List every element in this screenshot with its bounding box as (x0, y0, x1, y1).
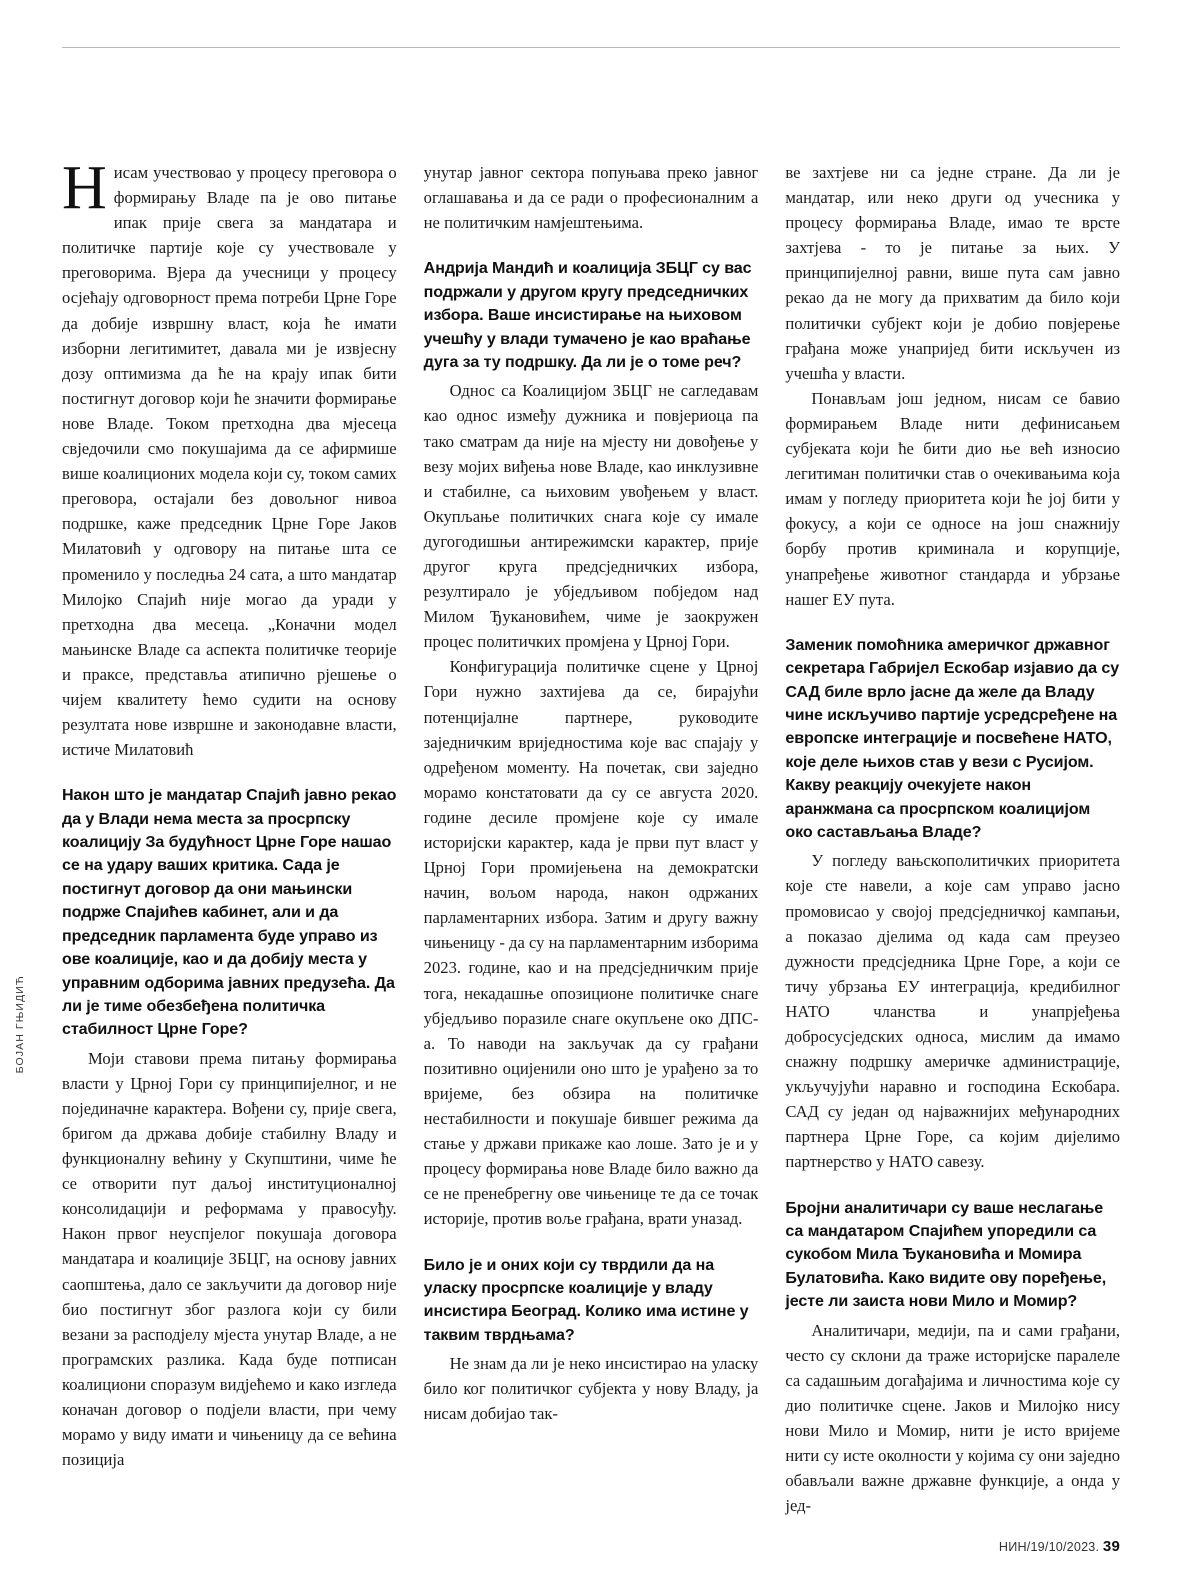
question-3: Било је и оних који су тврдили да на уласку просрпске коалиције у владу инсистира Београд. Колико има истине у таквим тврдњама? (423, 1255, 749, 1344)
question-2: Андрија Мандић и коалиција ЗБЦГ су вас подржали у другом кругу председничких избора. Ваше инсистирање на њиховом учешћу у влади тумачено је као враћање дуга за ту подршку. Да ли је о томе реч? (423, 259, 752, 371)
column-1 (62, 154, 397, 1500)
answer-3-continued: ве захтјеве ни са једне стране. Да ли је мандатар, или неко други од учесника у процесу формирања Владе, имао те врсте захтјева - то је питање за њих. У принципијелној равни, више пута сам јавно рекао да не могу да прихватим да било који политички субјект који је добио повјерење грађана може унапријед бити искључен из учешћа у власти. (785, 163, 1121, 383)
paragraph-continued: унутар јавног сектора попуњава преко јавног оглашавања и да се ради о професионалним а не политичким намјештењима. (423, 163, 759, 233)
question-5: Бројни аналитичари су ваше неслагање са мандатаром Спајићем упоредили са сукобом Мила Ђукановића и Момира Булатовића. Како видите ову поређење, јесте ли заиста нови Мило и Момир? (785, 1198, 1107, 1311)
page-footer (999, 1538, 1120, 1555)
answer-2b: Конфигурација политичке сцене у Црној Гори нужно захтијева да се, бирајући потенцијалне партнере, руководите заједничким вриједностима које вас спајају у одређеном моменту. На почетак, сви заједно морамо констатовати да су се августа 2020. године десиле промјене које су имале историјски карактер, када је први пут власт у Црној Гори промијењена на демократски начин, вољом народа, након одржаних парламентарних избора. Затим и другу важну чињеницу - да су на парламентарним изборима 2023. године, као и на предсједничким прије тога, некадашње опозиционе политичке снаге убједљиво поразиле снаге окупљене око ДПС-а. То наводи на закључак да су грађани позитивно оцијенили оно што је урађено за то вријеме, без обзира на политичке нестабилности и покушаје бившег режима да стање у држави прикаже као лоше. Зато је и у процесу формирања нове Владе било важно да се не пренебрегну ове чињенице те да се точак историје, против воље грађана, врати уназад. (423, 657, 759, 1229)
answer-3b: Понављам још једном, нисам се бавио формирањем Владе нити дефинисањем субјеката који ће бити дио ње већ износио легитиман политички став о очекивањима која имам у погледу приоритета који ће јој бити у фокусу, а који се односе на још снажнију борбу против криминала и корупције, унапређење животног стандарда и убрзање нашег ЕУ пута. (785, 388, 1121, 609)
paragraph-text: исам учествовао у процесу преговора о формирању Владе па је ово питање ипак прије свега за мандатара и политичке партије које су учествовале у преговорима. Вјера да учесници у процесу осјећају одговорност према потреби Црне Горе да добије извршну власт, која ће имати изборни легитимитет, давала ми је извјесну дозу оптимизма да ће на крају ипак бити постигнут договор који ће значити формирање нове Владе. Током претходна два мјесеца свједочили смо покушајима да се афирмише више коалиционих модела који су, током самих преговора, остајали без довољног нивоа подршке, каже председник Црне Горе Јаков Милатовић у одговору на питање шта се променило у последња 24 сата, а што мандатар Милојко Спајић није могао да уради у претходна два месеца. „Коначни модел мањинске Владе са аспекта политичке теорије и праксе, представља атипично рјешење о чијем квалитету ћемо судити на основу резултата нове извршне и законодавне власти, истиче Милатовић (62, 163, 397, 760)
header-rule (62, 47, 1120, 48)
answer-1: Моји ставови према питању формирања власти у Црној Гори су принципијелног, и не појединачне карактера. Вођени су, прије свега, бригом да држава добије стабилну Владу и функционалну већину у Скупштини, чиме ће се отворити пут даљој институционалној консолидацији и реформама у правосуђу. Након првог неуспјелог покушаја договора мандатара и коалиције ЗБЦГ, на основу јавних саопштења, дало се закључити да договор није био постигнут због разлога који су били везани за расподјелу мјеста унутар Владе, а не програмских разлика. Када буде потписан коалициони споразум видјећемо и како изгледа коначан договор о подјели власти, при чему морамо у виду имати и чињеницу да се већина позиција (62, 1048, 397, 1470)
page-number: 39 (1102, 1538, 1120, 1555)
paragraph-lead (62, 154, 397, 762)
answer-3: Не знам да ли је неко инсистирао на уласку било ког политичког субјекта у нову Владу, ја нисам добијао так- (423, 1354, 759, 1424)
answer-2a: Однос са Коалицијом ЗБЦГ не сагледавам као однос између дужника и повјериоца па тако сматрам да није на мјесту ни довођење у везу мојих виђења нове Владе, као инклузивне и стабилне, са њиховим увођењем у власт. Окупљање политичких снага које су имале дугогодишњи антирежимски карактер, прије другог круга предсједничких избора, резултирало је убједљивом побједом над Милом Ђукановићем, чиме је заокружен процес политичких промјена у Црној Гори. (423, 381, 759, 652)
answer-4: У погледу вањскополитичких приоритета које сте навели, а које сам управо јасно промовисао у својој предсједничкој кампањи, а показао дјелима од када сам преузео дужности предсједника Црне Горе, а који се тичу убрзања ЕУ интеграција, кредибилног НАТО чланства и унапрјеђења добросусједских односа, мислим да имамо снажну подршку америчке администрације, укључујући наравно и господина Ескобара. САД су један од најважнијих међународних партнера Црне Горе, са којим дијелимо партнерство у НАТО савезу. (785, 851, 1121, 1172)
footer-source: НИН/19/10/2023. (998, 1540, 1100, 1554)
article-columns (62, 154, 1121, 1516)
drop-cap: Н (62, 154, 107, 222)
column-3 (785, 160, 1121, 1516)
question-1: Након што је мандатар Спајић јавно рекао да у Влади нема места за просрпску коалицију За будућност Црне Горе нашао се на удару ваших критика. Сада је постигнут договор да они мањински подрже Спајићев кабинет, али и да председник парламента буде управо из ове коалиције, као и да добију места у управним одборима јавних предузећа. Да ли је тиме обезбеђена политичка стабилност Црне Горе? (62, 786, 397, 1039)
answer-5: Аналитичари, медији, па и сами грађани, често су склони да траже историјске паралеле са садашњим догађајима и личностима које су дио политичке сцене. Јаков и Милојко нису нови Мило и Момир, нити је исто вријеме нити су исте околности у којима су они заједно обављали важне државне функције, а онда у јед- (785, 1320, 1121, 1516)
question-4: Заменик помоћника америчког државног секретара Габријел Ескобар изјавио да су САД биле врло јасне да желе да Владу чине искључиво партије усредсређене на европске интеграције и посвећене НАТО, које деле њихов став у вези с Русијом. Какву реакцију очекујете након аранжмана са просрпском коалицијом око састављања Владе? (785, 635, 1120, 841)
photo-credit: БОЈАН ГЊИДИЋ (14, 975, 26, 1074)
column-2 (424, 160, 759, 1500)
